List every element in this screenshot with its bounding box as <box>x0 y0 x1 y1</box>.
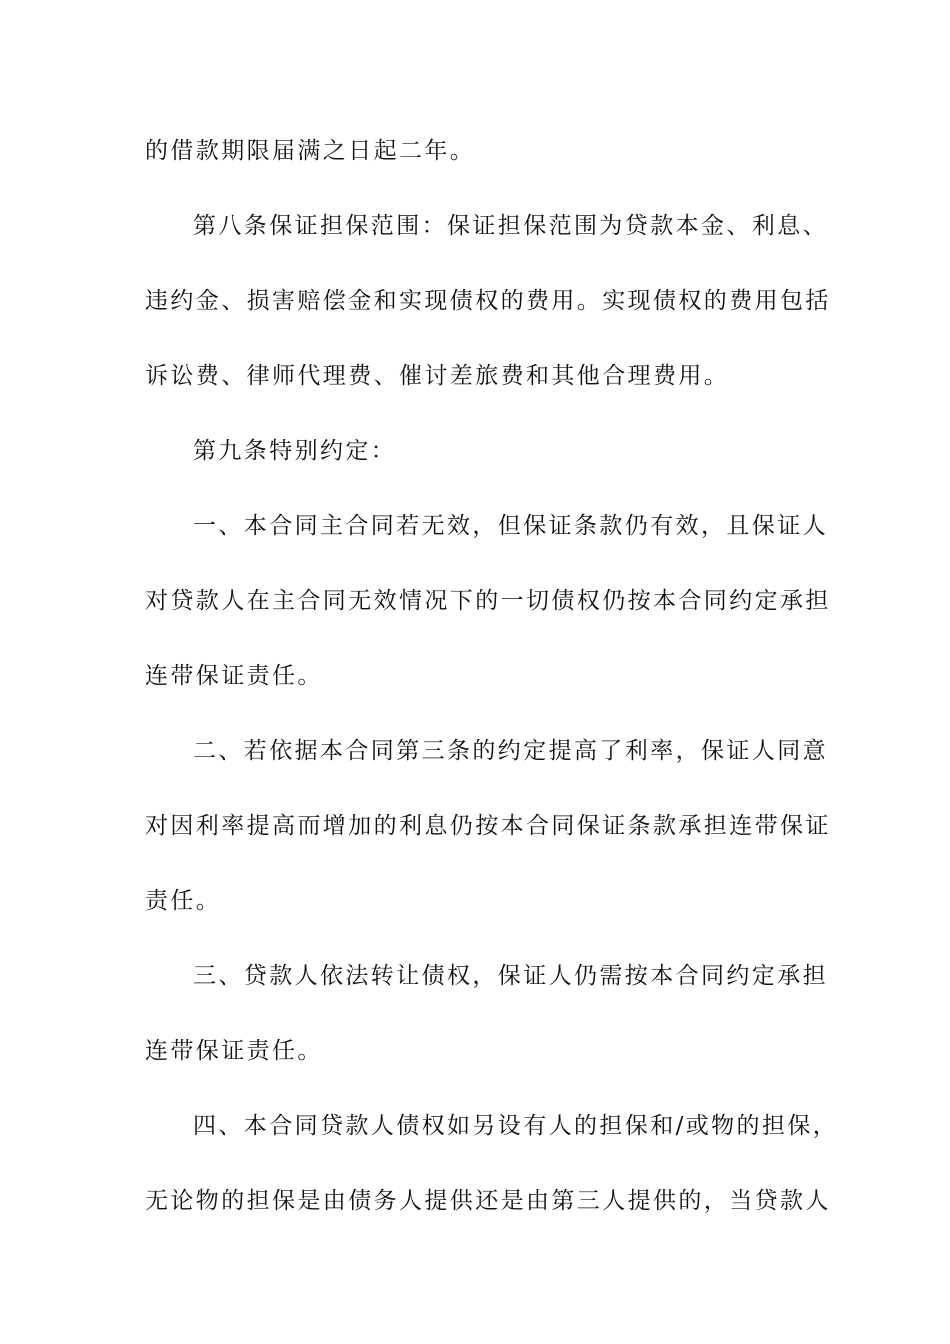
text-line-4: 诉讼费、律师代理费、催讨差旅费和其他合理费用。 <box>145 363 730 389</box>
text-line-15: 无论物的担保是由债务人提供还是由第三人提供的，当贷款人 <box>145 1188 831 1214</box>
text-line-11: 责任。 <box>145 888 222 914</box>
text-line-9: 二、若依据本合同第三条的约定提高了利率，保证人同意 <box>193 738 828 764</box>
text-line-12: 三、贷款人依法转让债权，保证人仍需按本合同约定承担 <box>193 963 828 989</box>
text-line-6: 一、本合同主合同若无效，但保证条款仍有效，且保证人 <box>193 513 828 539</box>
text-line-7: 对贷款人在主合同无效情况下的一切债权仍按本合同约定承担 <box>145 588 831 614</box>
text-line-10: 对因利率提高而增加的利息仍按本合同保证条款承担连带保证 <box>145 813 831 839</box>
text-line-14: 四、本合同贷款人债权如另设有人的担保和/或物的担保， <box>193 1113 839 1139</box>
text-line-13: 连带保证责任。 <box>145 1038 323 1064</box>
text-line-8: 连带保证责任。 <box>145 663 323 689</box>
text-line-2: 第八条保证担保范围：保证担保范围为贷款本金、利息、 <box>193 213 828 239</box>
text-line-5: 第九条特别约定： <box>193 438 397 464</box>
text-line-3: 违约金、损害赔偿金和实现债权的费用。实现债权的费用包括 <box>145 288 831 314</box>
text-line-1: 的借款期限届满之日起二年。 <box>145 138 476 164</box>
